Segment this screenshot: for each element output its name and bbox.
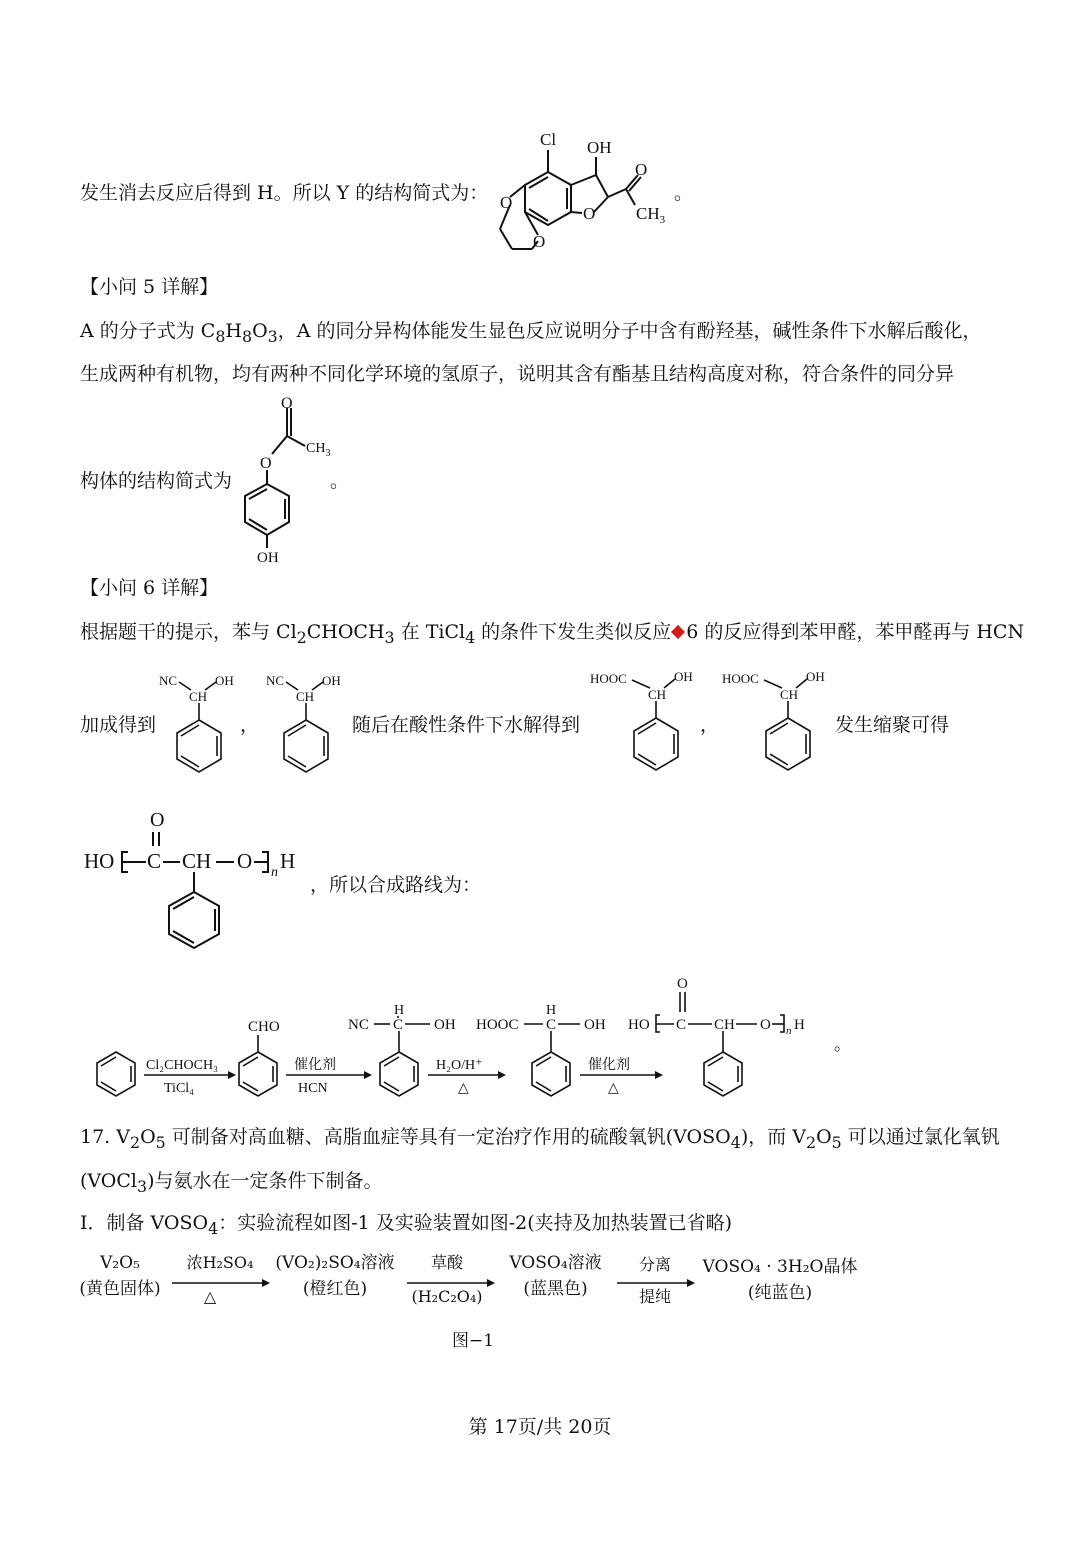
label-c: C — [676, 1017, 687, 1033]
q6-route-text: ，所以合成路线为： — [310, 874, 482, 896]
synthesis-route — [80, 972, 860, 1102]
label-ch: CH — [648, 687, 667, 702]
q5-end: 。 — [330, 470, 350, 492]
label-h: H — [794, 1017, 805, 1033]
q5-line-2: 生成两种有机物，均有两种不同化学环境的氢原子，说明其含有酯基且结构高度对称，符合条件的同分异 — [80, 363, 955, 385]
q5-header: 【小问 5 详解】 — [80, 276, 219, 298]
label-o-top: O — [677, 976, 688, 992]
route-end: 。 — [834, 1035, 851, 1054]
label-c: C — [546, 1017, 557, 1033]
label-ch: CH — [296, 689, 315, 704]
text-y-intro — [80, 180, 488, 206]
flow-arrow-2-top: 草酸 — [430, 1253, 463, 1272]
label-ch: CH — [780, 687, 799, 702]
flow-step-4: VOSO₄ · 3H₂O晶体 (纯蓝色) — [702, 1257, 858, 1303]
polymer-structure-large — [82, 804, 312, 964]
label-c: C — [147, 849, 162, 873]
reagent-2-top: 催化剂 — [294, 1058, 336, 1073]
label-o-link: O — [260, 455, 272, 472]
mol-mandelic-acid-1 — [588, 666, 708, 781]
flow-arrow-2-bottom: (H₂C₂O₄) — [411, 1287, 483, 1306]
label-cl: Cl — [540, 130, 557, 149]
label-n: n — [786, 1025, 792, 1037]
text-span: 发生消去反应后得到 H。所以 Y 的结构简式为： — [80, 182, 489, 204]
label-nc: NC — [159, 673, 178, 688]
label-oh: OH — [674, 669, 693, 684]
label-hooc: HOOC — [590, 671, 627, 686]
q6-add-text: 加成得到 — [80, 714, 157, 736]
flow-arrow-1-bottom: △ — [203, 1287, 217, 1306]
reagent-3-bottom: △ — [458, 1081, 469, 1096]
reagent-1-top: Cl₂CHOCH₃ — [146, 1058, 218, 1073]
label-o-top: O — [281, 395, 293, 412]
reagent-2-bottom: HCN — [298, 1081, 328, 1096]
q6-comma-1: ， — [240, 714, 260, 736]
label-ch3: $CH_3$ — [306, 441, 331, 459]
label-h: H — [546, 1003, 557, 1018]
label-oh: OH — [322, 673, 341, 688]
mol-mandelic-acid-2 — [720, 666, 840, 781]
structure-ester-isomer — [225, 396, 345, 566]
label-ho: HO — [84, 849, 115, 873]
q6-header: 【小问 6 详解】 — [80, 577, 219, 599]
label-h: H — [394, 1003, 405, 1018]
flow-arrow-3-top: 分离 — [638, 1255, 671, 1274]
label-hooc: HOOC — [722, 671, 759, 686]
flow-arrow-3-bottom: 提纯 — [638, 1287, 671, 1306]
q5-line-1: A 的分子式为 $C_8H_8O_3$，A 的同分异构体能发生显色反应说明分子中含有酚羟基，碱性条件下水解后酸化， — [80, 320, 982, 346]
structure-y — [490, 125, 690, 265]
flow-arrow-1-top: 浓H₂SO₄ — [186, 1253, 254, 1272]
q17-line-1: 17. $V_2O_5$ 可制备对高血糖、高脂血症等具有一定治疗作用的硫酸氧钒$(VOSO_4)$，而 $V_2O_5$ 可以通过氯化氧钒 — [80, 1126, 1000, 1152]
label-oh: OH — [587, 138, 612, 157]
mol-cyanohydrin-2 — [262, 668, 362, 783]
label-hooc: HOOC — [476, 1017, 519, 1033]
label-ch: CH — [182, 849, 212, 873]
q5-line-3: 构体的结构简式为 — [80, 470, 233, 492]
label-cho: CHO — [248, 1019, 280, 1035]
label-oh: OH — [257, 550, 279, 566]
label-nc: NC — [266, 673, 285, 688]
label-o-dioxane-2: O — [533, 232, 546, 251]
reagent-1-bottom: TiCl₄ — [164, 1081, 195, 1096]
flow-step-2: (VO₂)₂SO₄溶液 (橙红色) — [275, 1253, 395, 1299]
benzene-cyanohydrin — [380, 1052, 418, 1096]
benzene-benzaldehyde — [239, 1052, 277, 1096]
label-oh: OH — [806, 669, 825, 684]
label-o-carbonyl: O — [635, 160, 648, 179]
flow-diagram — [70, 1250, 870, 1330]
label-oh: OH — [434, 1017, 456, 1033]
label-o-ring: O — [583, 204, 596, 223]
q17-line-2: (VOCl$_3$)与氨水在一定条件下制备。 — [80, 1170, 383, 1196]
text-y-end: 。 — [674, 182, 694, 204]
label-nc: NC — [348, 1017, 369, 1033]
q6-hydrolysis-text: 随后在酸性条件下水解得到 — [352, 714, 581, 736]
label-oh: OH — [215, 673, 234, 688]
q6-polycondensation-text: 发生缩聚可得 — [835, 714, 950, 736]
q6-line-1: 根据题干的提示，苯与 $Cl_2CHOCH_3$ 在 TiCl$_4$ 的条件下发生类似反应 6 的反应得到苯甲醛，苯甲醛再与 HCN — [80, 621, 1025, 647]
reagent-4-bottom: △ — [608, 1081, 619, 1096]
q6-comma-2: ， — [700, 714, 720, 736]
label-n: n — [271, 865, 278, 880]
page-number: 第 17页/共 20页 — [468, 1416, 612, 1438]
label-o: O — [150, 809, 165, 831]
label-h: H — [280, 849, 296, 873]
q17-part-1: Ⅰ．制备 $VOSO_4$：实验流程如图-1 及实验装置如图-2(夹持及加热装置已省略) — [80, 1212, 733, 1238]
benzene-polymer — [704, 1052, 742, 1096]
reagent-4-top: 催化剂 — [588, 1058, 630, 1073]
label-o-chain: O — [237, 849, 253, 873]
red-diamond-icon — [671, 625, 685, 639]
benzene-start — [97, 1052, 135, 1096]
label-oh: OH — [584, 1017, 606, 1033]
label-ho: HO — [628, 1017, 650, 1033]
benzene-mandelic — [532, 1052, 570, 1096]
figure-caption: 图−1 — [452, 1331, 495, 1351]
label-ch: CH — [189, 689, 208, 704]
label-ch: CH — [714, 1017, 735, 1033]
flow-step-3: VOSO₄溶液 (蓝黑色) — [509, 1253, 602, 1299]
label-ch3: $CH_3$ — [636, 204, 666, 226]
label-o-dioxane-1: O — [500, 193, 513, 212]
reagent-3-top: H₂O/H⁺ — [436, 1058, 483, 1073]
label-c: C — [393, 1017, 404, 1033]
flow-step-1: V₂O₅ (黄色固体) — [79, 1253, 161, 1299]
label-o-chain: O — [760, 1017, 771, 1033]
